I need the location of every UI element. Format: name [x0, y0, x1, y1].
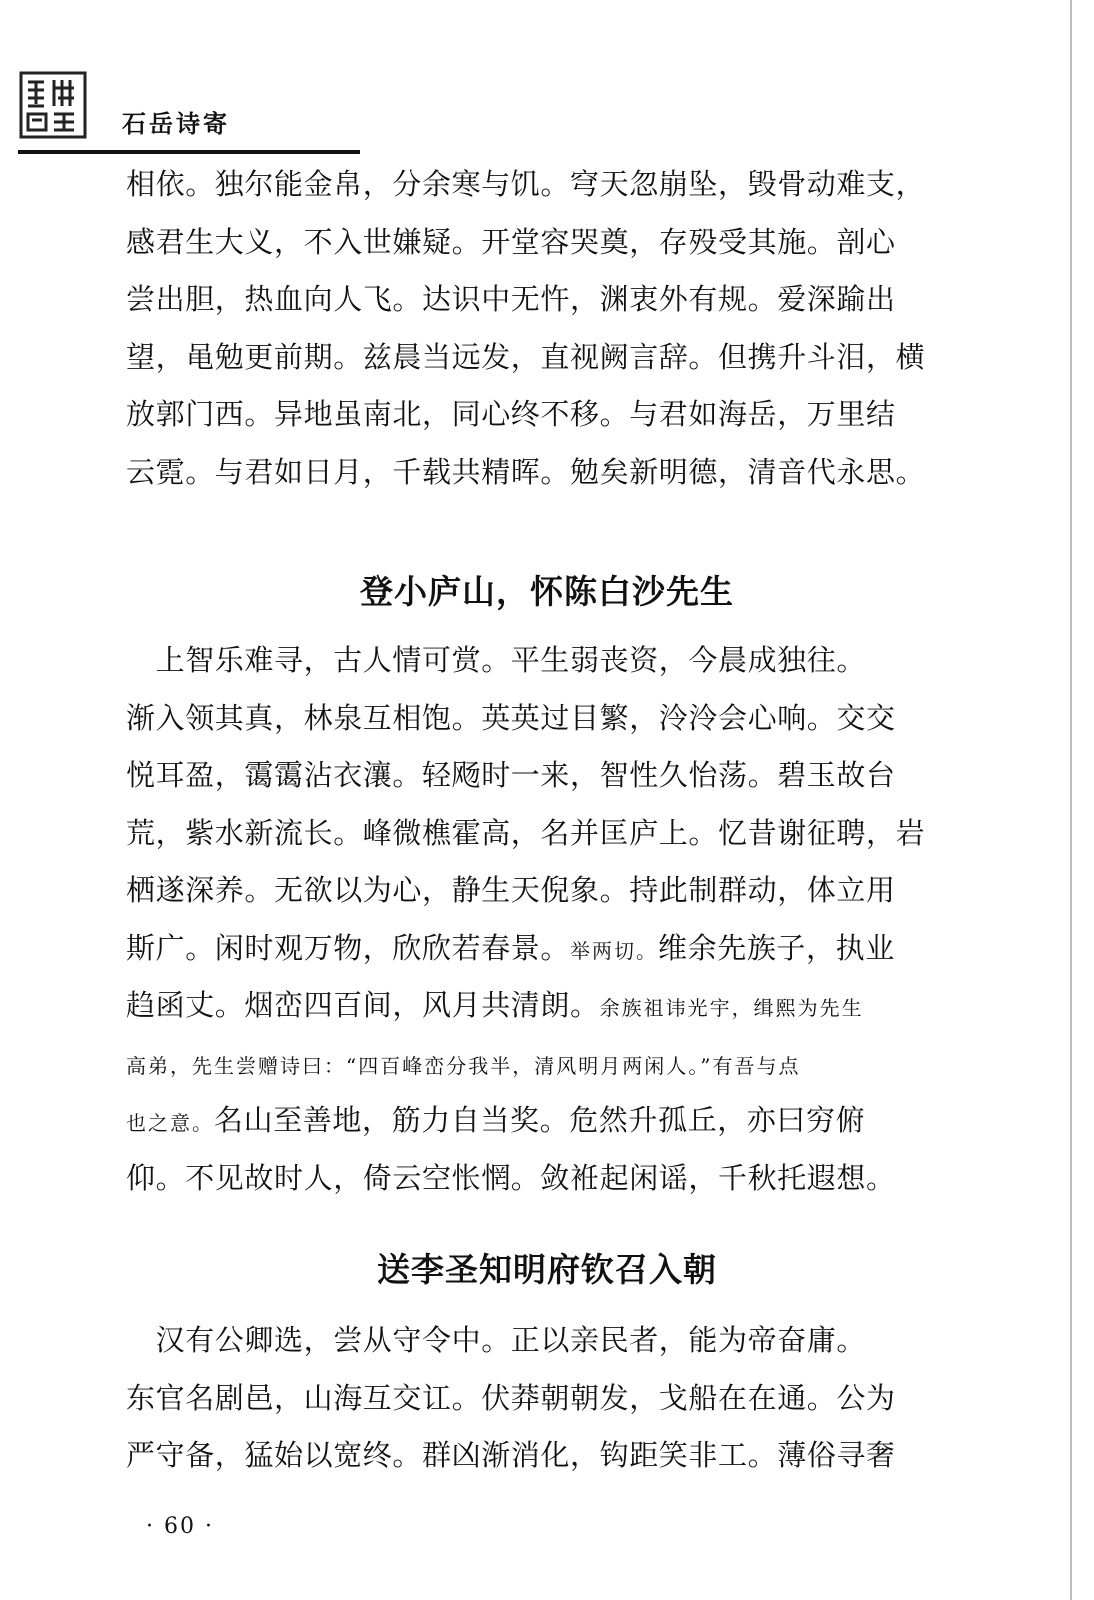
- scan-edge: [1070, 0, 1072, 1600]
- annotation-text: 高弟，先生尝赠诗曰：“四百峰峦分我半，清风明月两闲人。”有吾与点: [126, 1053, 801, 1078]
- poem-line: 放郭门西。异地虽南北，同心终不移。与君如海岳，万里结: [126, 397, 896, 431]
- poem-line: [126, 928, 976, 968]
- annotation-text: 余族祖讳光宇，缉熙为先生: [599, 996, 864, 1020]
- verse-text: 名山至善地，筋力自当奖。危然升孤丘，亦曰穷俯: [214, 1103, 866, 1137]
- poem-line: 望，黾勉更前期。兹晨当远发，直视阙言辞。但携升斗泪，横: [126, 339, 926, 374]
- verse-text: 栖遂深养。无欲以为心，静生天倪象。持此制群动，体立用: [126, 873, 896, 907]
- continued-poem: [126, 164, 976, 509]
- poem-line: [126, 1100, 976, 1140]
- poem-line: [126, 1043, 976, 1083]
- poem-line: [126, 985, 976, 1025]
- poem-line: 云霓。与君如日月，千载共精晖。勉矣新明德，清音代永思。: [126, 454, 926, 489]
- poem-title: 登小庐山，怀陈白沙先生: [360, 572, 734, 611]
- poem-line: 严守备，猛始以宽终。群凶渐消化，钩距笑非工。薄俗寻奢: [126, 1438, 896, 1472]
- annotation-text: 也之意。: [126, 1111, 214, 1135]
- poem-line: 尝出胆，热血向人飞。达识中无忤，渊衷外有规。爱深踰出: [126, 282, 896, 316]
- running-header-title: 石岳诗寄: [122, 110, 230, 138]
- poem-body: [126, 640, 976, 1215]
- header-rule: [18, 150, 360, 154]
- verse-text: 趋函丈。烟峦四百间，风月共清朗。: [126, 988, 600, 1022]
- poem-line: [126, 1158, 976, 1198]
- verse-text: 悦耳盈，霭霭沾衣瀼。轻飏时一来，智性久怡荡。碧玉故台: [126, 758, 896, 792]
- verse-text: 斯广。闲时观万物，欣欣若春景。: [126, 930, 571, 965]
- verse-text: 荒，紫水新流长。峰微樵霍高，名并匡庐上。忆昔谢征聘，岩: [126, 815, 926, 850]
- verse-text: 渐入领其真，林泉互相饱。英英过目繁，泠泠会心响。交交: [126, 700, 896, 735]
- poem-body: [126, 1320, 976, 1493]
- poem-line: 相依。独尔能金帛，分余寒与饥。穹天忽崩坠，毁骨动难支，: [126, 167, 926, 201]
- poem-line: [126, 640, 976, 680]
- poem-line: 汉有公卿选，尝从守令中。正以亲民者，能为帝奋庸。: [126, 1323, 867, 1357]
- annotation-text: 举两切。: [570, 938, 659, 963]
- seal-stamp-icon: [18, 70, 88, 140]
- poem-line: [126, 698, 976, 738]
- page-number: · 60 ·: [146, 1514, 214, 1539]
- verse-text: 维余先族子，执业: [658, 930, 895, 965]
- poem-line: [126, 755, 976, 795]
- verse-text: 上智乐难寻，古人情可赏。平生弱丧资，今晨成独往。: [126, 643, 867, 677]
- poem-line: [126, 870, 976, 910]
- verse-text: 仰。不见故时人，倚云空怅惘。敛袵起闲谣，千秋托遐想。: [126, 1160, 896, 1195]
- poem-line: 东官名剧邑，山海互交讧。伏莽朝朝发，戈船在在通。公为: [126, 1380, 896, 1415]
- poem-line: [126, 813, 976, 853]
- poem-title: 送李圣知明府钦召入朝: [377, 1250, 717, 1289]
- poem-line: 感君生大义，不入世嫌疑。开堂容哭奠，存殁受其施。剖心: [126, 224, 896, 259]
